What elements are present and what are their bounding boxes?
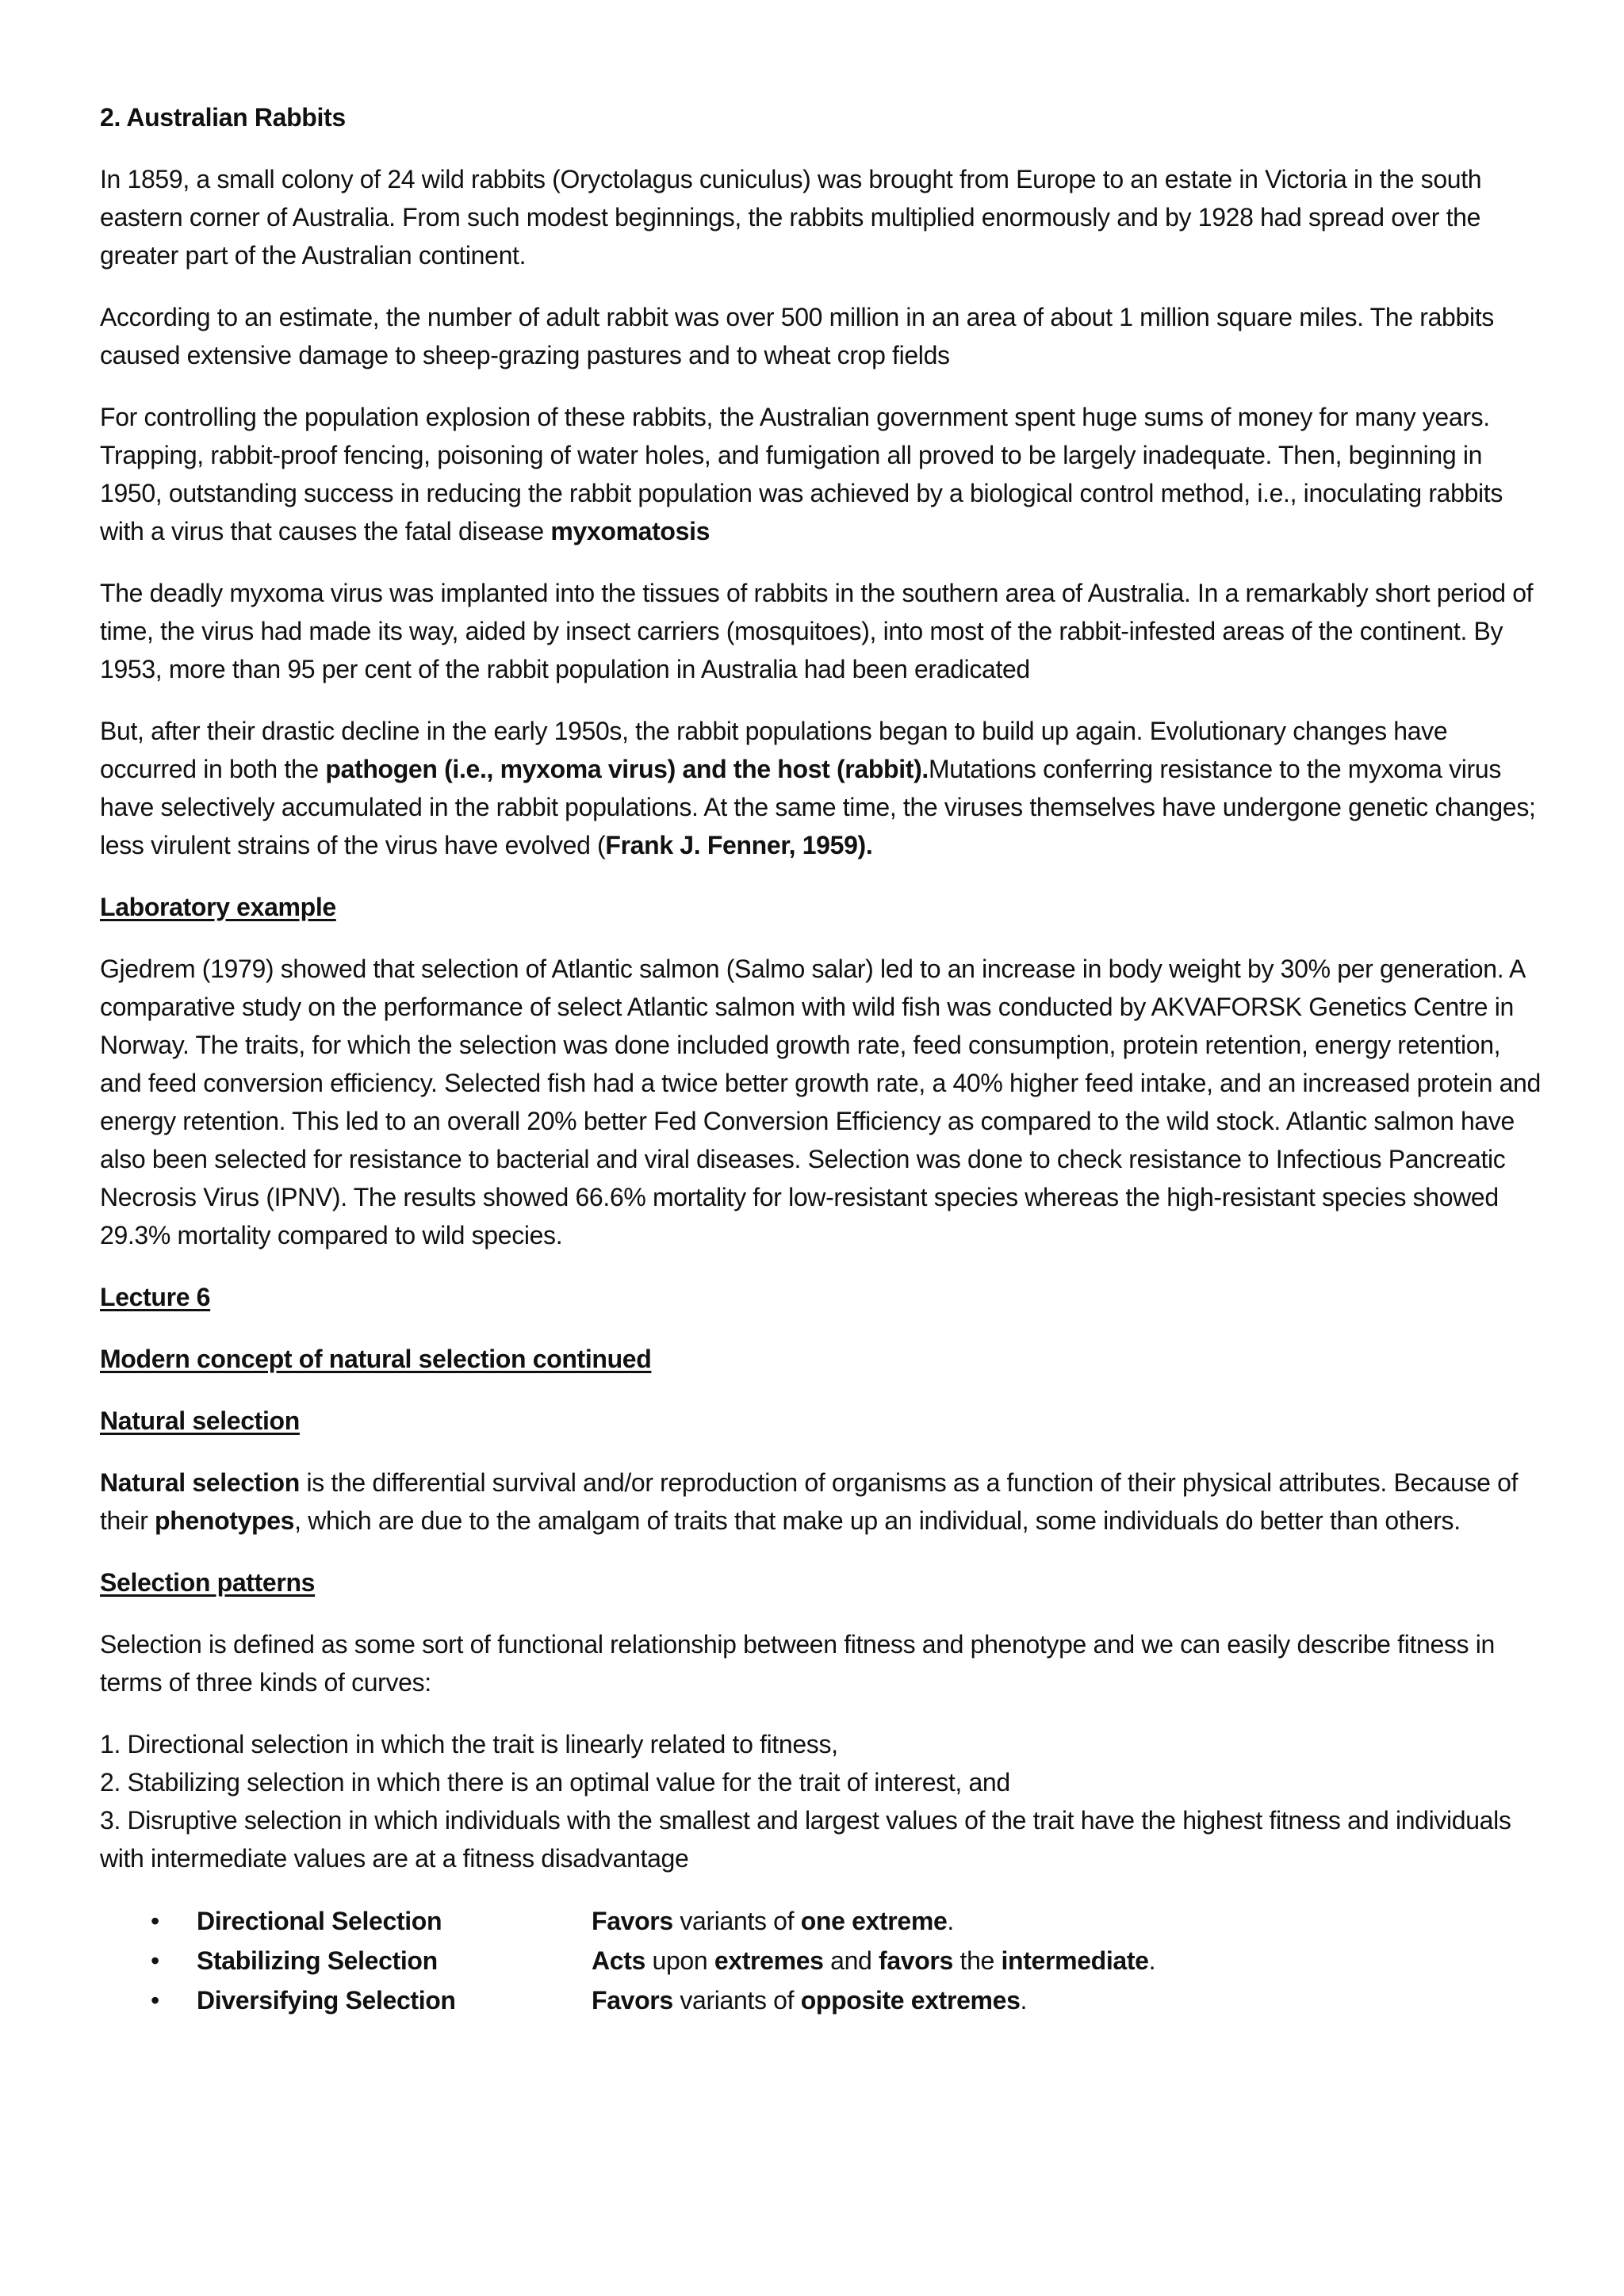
selection-type-term: Directional Selection — [197, 1907, 442, 1935]
selection-patterns-heading: Selection patterns — [100, 1568, 316, 1597]
description-text: and — [823, 1946, 879, 1975]
laboratory-example-heading: Laboratory example — [100, 893, 336, 921]
paragraph-myxoma-virus: The deadly myxoma virus was implanted into the tissues of rabbits in the southern area of Australia. In a remarkably short period of time, the virus had made its way, aided by insect carriers (mosquitoes), into most of the rabbit-infested areas of the continent. By 1953, more than 95 per cent of the rabbit population in Australia had been eradicated — [100, 579, 1534, 683]
paragraph-population-control — [100, 398, 1543, 550]
modern-concept-heading: Modern concept of natural selection continued — [100, 1345, 652, 1373]
description-text: upon — [645, 1946, 714, 1975]
bullet-icon: • — [151, 1986, 159, 2015]
document-page — [100, 98, 1543, 2020]
paragraph-text: For controlling the population explosion of these rabbits, the Australian government spent huge sums of money for many years. Trapping, rabbit-proof fencing, poisoning of water holes, and fumigation all proved to be largely inadequate. Then, beginning in 1950, outstanding success in reducing the rabbit population was achieved by a biological control method, i.e., inoculating rabbits with a virus that causes the fatal disease — [100, 403, 1503, 545]
lecture-heading: Lecture 6 — [100, 1283, 211, 1311]
description-text: . — [1020, 1986, 1028, 2015]
paragraph-text: Mutations conferring resistance to the myxoma virus have selectively accumulated in the rabbit populations. At the same time, the viruses themselves have undergone genetic changes; less virulent strains of the virus have evolved ( — [100, 755, 1536, 859]
description-text: . — [1148, 1946, 1156, 1975]
description-text: variants of — [672, 1986, 801, 2015]
paragraph-text: , which are due to the amalgam of traits that make up an individual, some individuals do better than others. — [294, 1506, 1461, 1535]
paragraph-text: But, after their drastic decline in the early 1950s, the rabbit populations began to build up again. Evolutionary changes have occurred in both the — [100, 717, 1448, 783]
bold-citation: Frank J. Fenner, 1959). — [605, 831, 873, 859]
description-text: variants of — [672, 1907, 801, 1935]
paragraph-rabbit-estimate: According to an estimate, the number of adult rabbit was over 500 million in an area of about 1 million square miles. The rabbits caused extensive damage to sheep-grazing pastures and to wheat crop fields — [100, 303, 1494, 369]
section-heading: 2. Australian Rabbits — [100, 103, 346, 132]
list-item — [100, 1980, 1543, 2020]
natural-selection-heading: Natural selection — [100, 1406, 300, 1435]
bold-pathogen-host: pathogen (i.e., myxoma virus) and the host (rabbit). — [325, 755, 929, 783]
paragraph-salmon-study: Gjedrem (1979) showed that selection of Atlantic salmon (Salmo salar) led to an increase in body weight by 30% per generation. A comparative study on the performance of select Atlantic salmon with wild fish was conducted by AKVAFORSK Genetics Centre in Norway. The traits, for which the selection was done included growth rate, feed consumption, protein retention, energy retention, and feed conversion efficiency. Selected fish had a twice better growth rate, a 40% higher feed intake, and an increased protein and energy retention. This led to an overall 20% better Fed Conversion Efficiency as compared to the wild stock. Atlantic salmon have also been selected for resistance to bacterial and viral diseases. Selection was done to check resistance to Infectious Pancreatic Necrosis Virus (IPNV). The results showed 66.6% mortality for low-resistant species whereas the high-resistant species showed 29.3% mortality compared to wild species. — [100, 955, 1541, 1249]
selection-type-term: Stabilizing Selection — [197, 1946, 438, 1975]
selection-type-term: Diversifying Selection — [197, 1986, 456, 2015]
bold-natural-selection: Natural selection — [100, 1468, 300, 1497]
numbered-item-disruptive: 3. Disruptive selection in which individuals with the smallest and largest values of the trait have the highest fitness and individuals with intermediate values are at a fitness disadvantage — [100, 1806, 1511, 1873]
selection-type-description — [592, 1901, 954, 1941]
paragraph-text: is the differential survival and/or reproduction of organisms as a function of their physical attributes. Because of their — [100, 1468, 1519, 1535]
bold-favors: favors — [879, 1946, 953, 1975]
selection-types-list — [100, 1901, 1543, 2020]
paragraph-rabbit-colony: In 1859, a small colony of 24 wild rabbits (Oryctolagus cuniculus) was brought from Europe to an estate in Victoria in the south eastern corner of Australia. From such modest beginnings, the rabbits multiplied enormously and by 1928 had spread over the greater part of the Australian continent. — [100, 165, 1482, 270]
bold-extreme: one extreme — [800, 1907, 948, 1935]
list-item — [100, 1901, 1543, 1941]
bold-verb: Favors — [592, 1986, 673, 2015]
bold-opposite-extremes: opposite extremes — [800, 1986, 1021, 2015]
bold-extremes: extremes — [714, 1946, 824, 1975]
bullet-icon: • — [151, 1946, 159, 1975]
paragraph-selection-intro: Selection is defined as some sort of functional relationship between fitness and phenotype and we can easily describe fitness in terms of three kinds of curves: — [100, 1630, 1495, 1697]
paragraph-natural-selection — [100, 1464, 1543, 1540]
paragraph-evolutionary-changes — [100, 712, 1543, 864]
numbered-item-directional: 1. Directional selection in which the trait is linearly related to fitness, — [100, 1730, 838, 1758]
bold-phenotypes: phenotypes — [155, 1506, 295, 1535]
numbered-item-stabilizing: 2. Stabilizing selection in which there is an optimal value for the trait of interest, and — [100, 1768, 1010, 1797]
bold-term-myxomatosis: myxomatosis — [550, 517, 710, 545]
bold-verb: Favors — [592, 1907, 673, 1935]
list-item — [100, 1941, 1543, 1980]
bold-intermediate: intermediate — [1001, 1946, 1149, 1975]
description-text: the — [952, 1946, 1002, 1975]
description-text: . — [947, 1907, 954, 1935]
selection-type-description — [592, 1941, 1155, 1980]
selection-type-description — [592, 1980, 1027, 2020]
bold-verb: Acts — [592, 1946, 645, 1975]
bullet-icon: • — [151, 1907, 159, 1935]
